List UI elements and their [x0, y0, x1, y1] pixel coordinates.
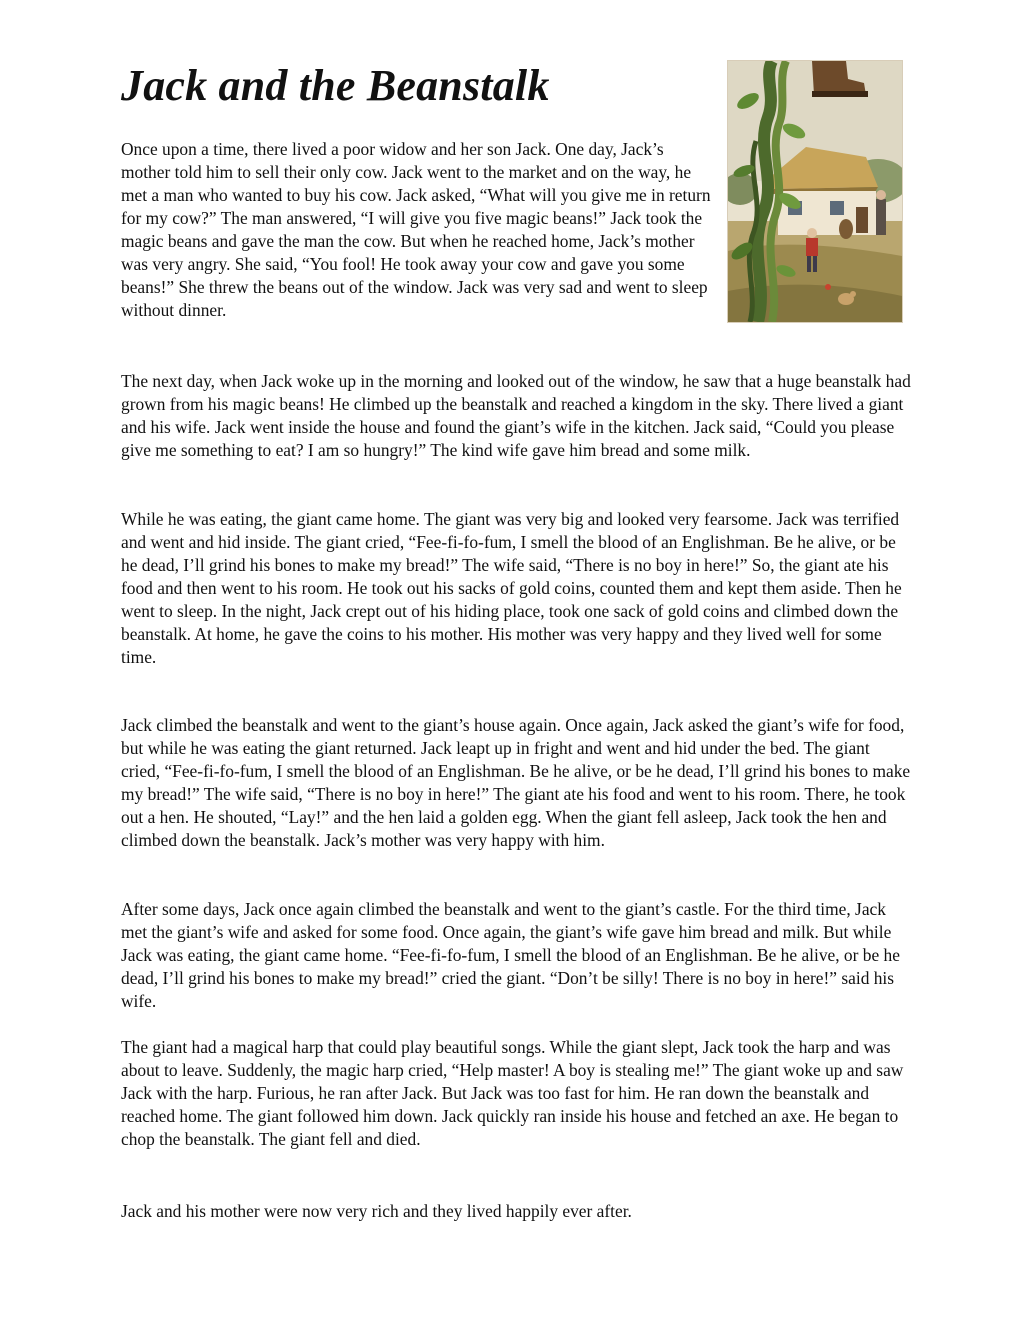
- story-paragraph-2: The next day, when Jack woke up in the morning and looked out of the window, he saw that a huge beanstalk had grown from his magic beans! He climbed up the beanstalk and reached a kingdom in the sky. There lived a giant and his wife. Jack went inside the house and found the giant’s wife in the kitchen. Jack said, “Could you please give me something to eat? I am so hungry!” The kind wife gave him bread and some milk.: [121, 371, 911, 460]
- story-paragraph-7: Jack and his mother were now very rich and they lived happily ever after.: [121, 1201, 632, 1221]
- story-paragraph-3: While he was eating, the giant came home. The giant was very big and looked very fearsome. Jack was terrified and went and hid inside. The giant cried, “Fee-fi-fo-fum, I smell the blood of an Englishman. Be he alive, or be he dead, I’ll grind his bones to make my bread!” The wife said, “There is no boy in here!” So, the giant ate his food and then went to his room. He took out his sacks of gold coins, counted them and kept them aside. Then he went to sleep. In the night, Jack crept out of his hiding place, took one sack of gold coins and climbed down the beanstalk. At home, he gave the coins to his mother. His mother was very happy and they lived well for some time.: [121, 509, 902, 667]
- story-paragraph-5: After some days, Jack once again climbed the beanstalk and went to the giant’s castle. For the third time, Jack met the giant’s wife and asked for some food. Once again, the giant’s wife gave him bread and milk. But while Jack was eating, the giant came home. “Fee-fi-fo-fum, I smell the blood of an Englishman. Be he alive, or be he dead, I’ll grind his bones to make my bread!” cried the giant. “Don’t be silly! There is no boy in here!” said his wife.: [121, 899, 900, 1011]
- story-paragraph-4: Jack climbed the beanstalk and went to the giant’s house again. Once again, Jack asked the giant’s wife for food, but while he was eating the giant returned. Jack leapt up in fright and went and hid under the bed. The giant cried, “Fee-fi-fo-fum, I smell the blood of an Englishman. Be he alive, or be he dead, I’ll grind his bones to make my bread!” The wife said, “There is no boy in here!” The giant ate his food and went to his room. There, he took out a hen. He shouted, “Lay!” and the hen laid a golden egg. When the giant fell asleep, Jack took the hen and climbed down the beanstalk. Jack’s mother was very happy with him.: [121, 715, 911, 850]
- beanstalk-illustration: [727, 60, 903, 323]
- story-paragraph-1: Once upon a time, there lived a poor widow and her son Jack. One day, Jack’s mother told him to sell their only cow. Jack went to the market and on the way, he met a man who wanted to buy his cow. Jack asked, “What will you give me in return for my cow?” The man answered, “I will give you five magic beans!” Jack took the magic beans and gave the man the cow. But when he reached home, Jack’s mother was very angry. She said, “You fool! He took away your cow and gave you some beans!” She threw the beans out of the window. Jack was very sad and went to sleep without dinner.: [121, 139, 711, 320]
- story-paragraph-6: The giant had a magical harp that could play beautiful songs. While the giant slept, Jack took the harp and was about to leave. Suddenly, the magic harp cried, “Help master! A boy is stealing me!” The giant woke up and saw Jack with the harp. Furious, he ran after Jack. But Jack was too fast for him. He ran down the beanstalk and reached home. The giant followed him down. Jack quickly ran inside his house and fetched an axe. He began to chop the beanstalk. The giant fell and died.: [121, 1037, 904, 1149]
- document-title: Jack and the Beanstalk: [121, 61, 550, 110]
